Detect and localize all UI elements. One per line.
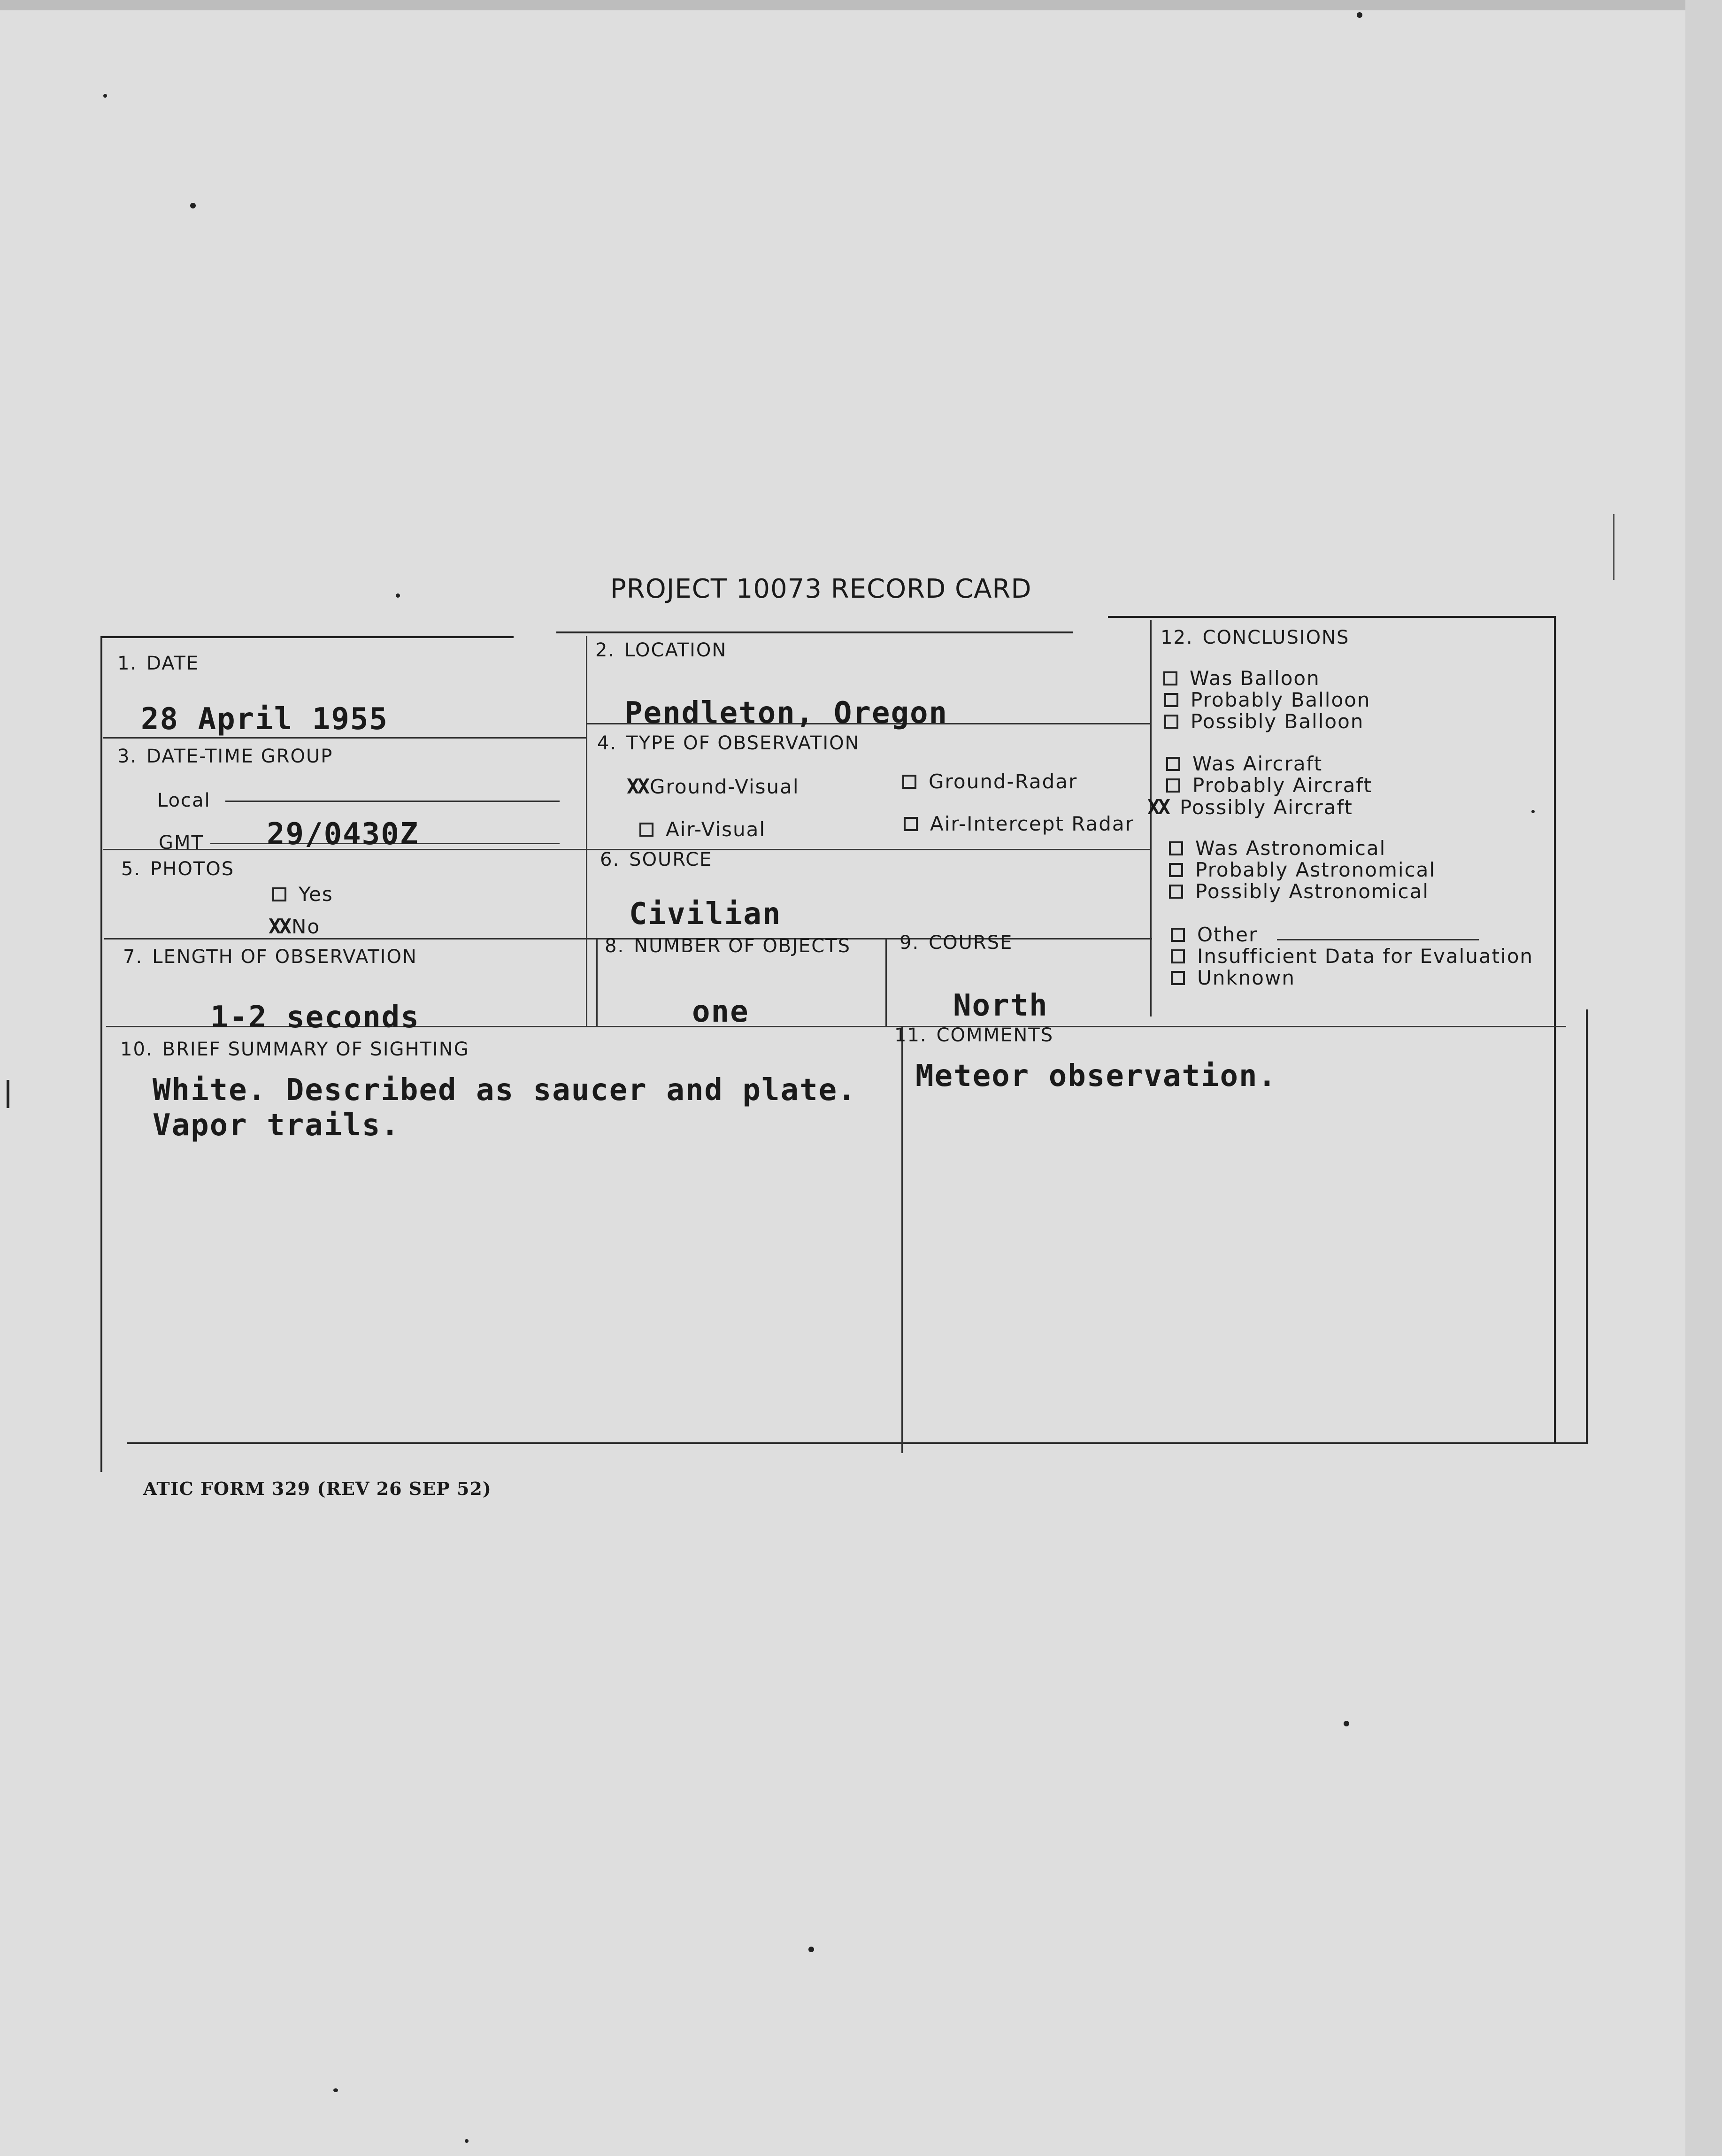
divider-summary-comments [901,1026,903,1453]
course-label [899,932,1013,954]
location-label-num: 2. [595,639,615,661]
checkbox-empty [1171,949,1185,963]
conclusion-text: Unknown [1197,966,1295,989]
dust-speck [396,593,400,598]
divider-objects-course [885,938,887,1027]
dtg-gmt-label: GMT [159,832,204,854]
comments-value: Meteor observation. [915,1059,1277,1093]
dust-speck [1357,12,1362,18]
conclusions-label-num: 12. [1161,627,1193,648]
conclusion-unknown[interactable] [1171,966,1295,989]
frame-top-left [100,636,514,638]
type-air-intercept-radar[interactable] [904,812,1134,835]
summary-label-num: 10. [120,1039,153,1060]
conclusion-text: Probably Astronomical [1195,858,1436,881]
conclusion-text: Probably Balloon [1191,688,1371,711]
divider-date-bottom [103,737,587,739]
summary-label-text: BRIEF SUMMARY OF SIGHTING [162,1039,469,1060]
source-value: Civilian [629,897,782,932]
dust-speck [103,94,107,98]
checked-mark: XX [1147,795,1168,819]
checkbox-empty [639,823,653,837]
dtg-label [117,746,333,767]
objects-label-num: 8. [605,935,625,957]
conclusion-probably-balloon[interactable] [1164,688,1370,711]
source-label-text: SOURCE [629,849,713,870]
length-label-text: LENGTH OF OBSERVATION [152,946,417,968]
scan-top-edge [0,0,1690,10]
photos-yes-text: Yes [299,883,333,906]
dust-speck [808,1947,814,1952]
photos-no-text: No [291,915,321,938]
scan-artifact-mark [7,1080,9,1108]
dust-speck [465,2139,469,2143]
dtg-local-label: Local [157,790,211,811]
type-air-intercept-radar-text: Air-Intercept Radar [930,812,1134,835]
checkbox-empty [1164,715,1178,729]
location-label-text: LOCATION [624,639,727,661]
photos-label-num: 5. [121,858,141,880]
frame-right-lower [1586,1009,1588,1444]
frame-right [1554,616,1556,1442]
divider-col-1 [586,636,587,1026]
checked-mark: XX [627,775,648,799]
conclusion-text: Insufficient Data for Evaluation [1197,945,1534,968]
divider-length-objects [596,938,598,1027]
objects-label-text: NUMBER OF OBJECTS [634,935,851,957]
date-label-num: 1. [117,653,138,674]
date-value: 28 April 1955 [141,702,388,737]
date-label-text: DATE [146,653,200,674]
summary-line-2: Vapor trails. [153,1108,400,1143]
course-value: North [953,988,1048,1023]
dust-speck [333,2088,338,2092]
summary-line-1: White. Described as saucer and plate. [153,1073,857,1108]
dtg-label-text: DATE-TIME GROUP [146,746,333,767]
frame-top-middle [556,631,1073,633]
frame-bottom [127,1442,1587,1444]
conclusions-label-text: CONCLUSIONS [1202,627,1350,648]
card-title: PROJECT 10073 RECORD CARD [610,574,1032,604]
checkbox-empty [272,887,286,901]
conclusion-text: Probably Aircraft [1192,774,1372,797]
conclusion-text: Was Astronomical [1195,837,1386,860]
type-label-text: TYPE OF OBSERVATION [626,732,860,754]
conclusion-text: Possibly Aircraft [1179,796,1353,819]
photos-yes[interactable] [272,883,333,906]
dtg-gmt-value: 29/0430Z [267,817,419,852]
type-ground-radar-text: Ground-Radar [929,770,1078,793]
type-ground-radar[interactable] [902,770,1077,793]
checkbox-empty [1166,778,1180,793]
photos-label [121,858,234,880]
checkbox-empty [1164,693,1178,707]
length-label [123,946,417,968]
source-label [600,849,712,870]
conclusion-text: Was Aircraft [1192,752,1323,775]
location-value: Pendleton, Oregon [624,696,948,731]
length-label-num: 7. [123,946,143,968]
checkbox-empty [1163,671,1177,685]
checked-mark: XX [269,915,290,939]
type-ground-visual-text: Ground-Visual [649,775,800,798]
conclusion-was-balloon[interactable] [1163,667,1320,690]
checkbox-empty [1169,885,1183,899]
conclusion-other[interactable] [1171,923,1258,946]
conclusion-possibly-astronomical[interactable] [1169,880,1429,903]
checkbox-empty [1166,757,1180,771]
type-air-visual[interactable] [639,818,766,841]
scan-artifact-line [1613,514,1614,580]
conclusion-probably-astronomical[interactable] [1169,858,1436,881]
type-ground-visual[interactable] [627,775,800,799]
comments-label [894,1024,1053,1046]
conclusion-text: Possibly Balloon [1191,710,1364,733]
checkbox-empty [1171,928,1185,942]
course-label-text: COURSE [929,932,1013,954]
comments-label-num: 11. [894,1024,927,1046]
photos-label-text: PHOTOS [150,858,235,880]
dtg-label-num: 3. [117,746,138,767]
objects-label [605,935,851,957]
dust-speck [190,203,196,208]
checkbox-empty [1169,863,1183,877]
conclusion-was-astronomical[interactable] [1169,837,1386,860]
frame-top-right [1108,616,1554,618]
conclusion-probably-aircraft[interactable] [1166,774,1372,797]
checkbox-empty [902,775,916,789]
frame-left [100,636,102,1472]
dtg-local-line [225,801,560,802]
type-label [597,732,860,754]
location-label [595,639,727,661]
form-number: ATIC FORM 329 (REV 26 SEP 52) [143,1478,492,1499]
conclusion-other-line [1277,939,1479,940]
dust-speck [1344,1721,1349,1726]
conclusion-was-aircraft[interactable] [1166,752,1322,775]
photos-no[interactable] [269,915,320,939]
type-label-num: 4. [597,732,617,754]
dust-speck [1531,810,1535,813]
comments-label-text: COMMENTS [936,1024,1054,1046]
conclusion-possibly-aircraft[interactable] [1147,795,1353,819]
conclusions-label [1161,627,1349,648]
source-label-num: 6. [600,849,620,870]
conclusion-text: Was Balloon [1190,667,1320,690]
objects-value: one [692,994,749,1029]
scan-right-edge [1685,0,1722,2156]
conclusion-text: Other [1197,923,1258,946]
checkbox-empty [1171,971,1185,985]
summary-label [120,1039,469,1060]
conclusion-text: Possibly Astronomical [1195,880,1430,903]
checkbox-empty [1169,841,1183,855]
length-value: 1-2 seconds [210,1000,420,1035]
conclusion-insufficient-data[interactable] [1171,945,1533,968]
type-air-visual-text: Air-Visual [666,818,766,841]
course-label-num: 9. [899,932,920,954]
date-label [117,653,199,674]
checkbox-empty [904,817,918,831]
conclusion-possibly-balloon[interactable] [1164,710,1364,733]
